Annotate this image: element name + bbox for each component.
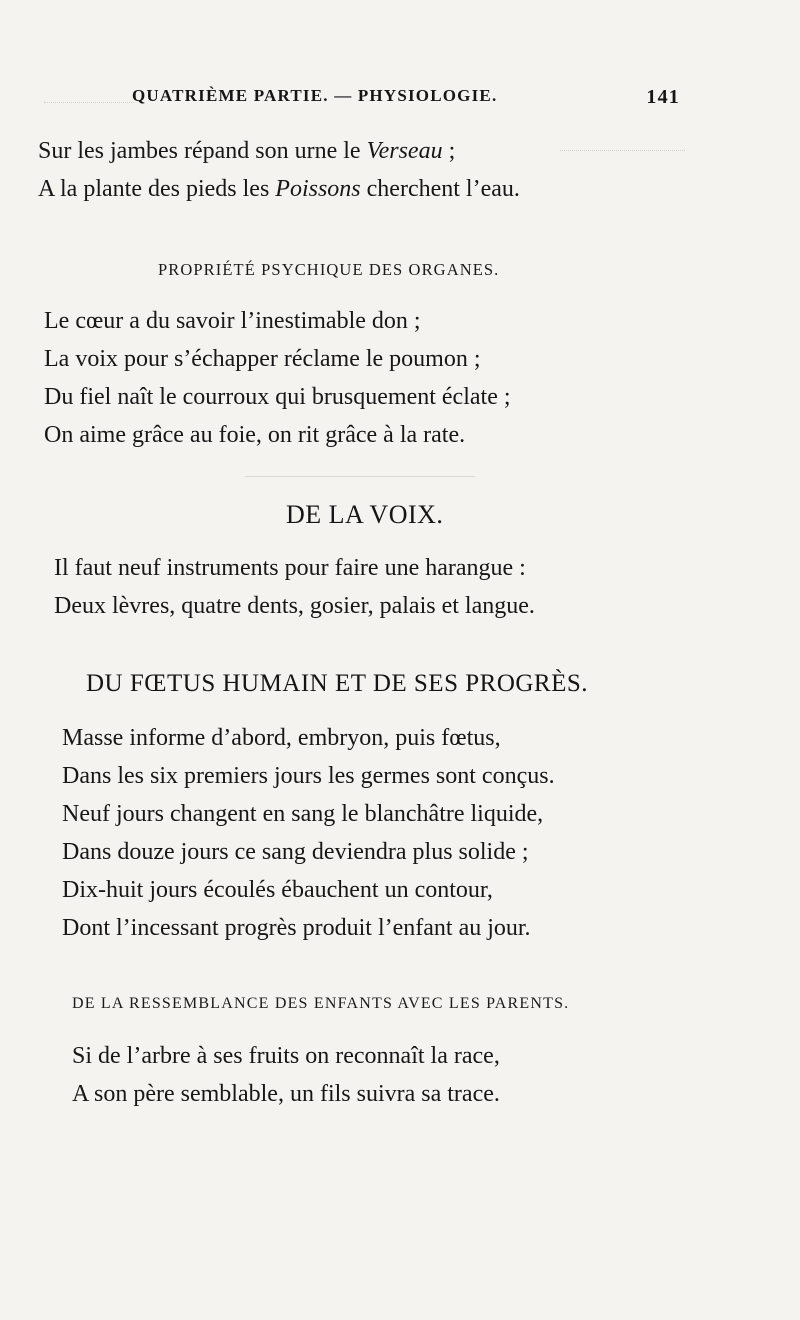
verse-line: Il faut neuf instruments pour faire une harangue : — [54, 555, 526, 581]
opening-line-1 — [38, 138, 455, 165]
opening-line-2-italic: Poissons — [275, 176, 361, 202]
opening-line-2-end: cherchent l’eau. — [360, 176, 520, 202]
verse-line: Dans les six premiers jours les germes sont conçus. — [62, 763, 555, 789]
verse-line: Du fiel naît le courroux qui brusquement éclate ; — [44, 384, 511, 410]
section-title-ressemblance: DE LA RESSEMBLANCE DES ENFANTS AVEC LES PARENTS. — [72, 995, 570, 1012]
verse-line: Si de l’arbre à ses fruits on reconnaît la race, — [72, 1043, 500, 1069]
opening-line-1-italic: Verseau — [366, 138, 443, 164]
verse-line: On aime grâce au foie, on rit grâce à la rate. — [44, 422, 466, 448]
running-title: QUATRIÈME PARTIE. — PHYSIOLOGIE. — [132, 86, 498, 105]
verse-line: A son père semblable, un fils suivra sa trace. — [72, 1081, 500, 1107]
verse-line: Dans douze jours ce sang deviendra plus solide ; — [62, 839, 529, 865]
verse-line: Neuf jours changent en sang le blanchâtre liquide, — [62, 801, 544, 827]
opening-line-1-end: ; — [442, 138, 456, 164]
section-title-foetus: DU FŒTUS HUMAIN ET DE SES PROGRÈS. — [86, 670, 589, 697]
section-title-organes: PROPRIÉTÉ PSYCHIQUE DES ORGANES. — [158, 260, 500, 279]
running-header — [44, 86, 684, 114]
verse-line: Deux lèvres, quatre dents, gosier, palais et langue. — [54, 593, 535, 619]
opening-line-2 — [38, 176, 520, 203]
verse-line: Dont l’incessant progrès produit l’enfant au jour. — [62, 915, 531, 941]
section-divider — [245, 476, 475, 477]
verse-line: Dix-huit jours écoulés ébauchent un contour, — [62, 877, 493, 903]
verse-line: Le cœur a du savoir l’inestimable don ; — [44, 308, 421, 334]
page-number: 141 — [646, 86, 680, 108]
verse-line: La voix pour s’échapper réclame le poumon ; — [44, 346, 481, 372]
section-title-voix: DE LA VOIX. — [286, 500, 444, 529]
verse-line: Masse informe d’abord, embryon, puis fœtus, — [62, 725, 501, 751]
opening-line-2-text: A la plante des pieds les — [38, 176, 276, 202]
opening-line-1-text: Sur les jambes répand son urne le — [38, 138, 367, 164]
header-ornament-right — [560, 150, 685, 157]
